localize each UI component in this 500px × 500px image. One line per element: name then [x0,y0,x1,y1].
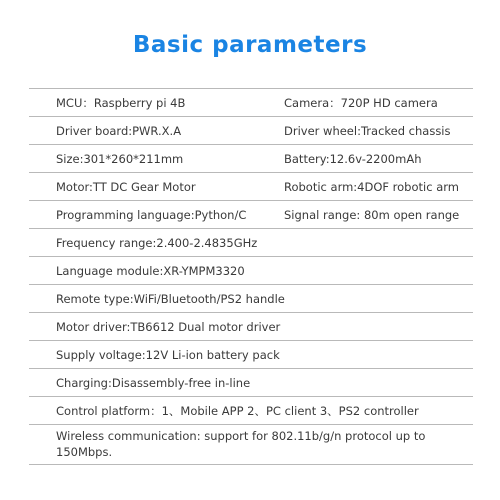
spec-remote-type: Remote type:WiFi/Bluetooth/PS2 handle [56,292,285,306]
spec-row [29,397,473,425]
spec-control-platform: Control platform：1、Mobile APP 2、PC client 3、PS2 controller [56,404,419,418]
spec-row [29,341,473,369]
spec-programming-language: Programming language:Python/C [56,208,247,222]
spec-row [29,201,473,229]
spec-driver-board: Driver board:PWR.X.A [56,124,182,138]
spec-frequency-range: Frequency range:2.400-2.4835GHz [56,236,258,250]
spec-motor-driver: Motor driver:TB6612 Dual motor driver [56,320,281,334]
page-title: Basic parameters [132,32,368,58]
spec-signal-range: Signal range: 80m open range [284,208,460,222]
spec-row [29,117,473,145]
spec-robotic-arm: Robotic arm:4DOF robotic arm [284,180,459,194]
spec-row [29,285,473,313]
spec-battery: Battery:12.6v-2200mAh [284,152,422,166]
spec-camera: Camera：720P HD camera [284,96,438,110]
spec-mcu: MCU：Raspberry pi 4B [56,96,186,110]
spec-size: Size:301*260*211mm [56,152,184,166]
spec-row [29,257,473,285]
spec-motor: Motor:TT DC Gear Motor [56,180,196,194]
spec-charging: Charging:Disassembly-free in-line [56,376,251,390]
spec-driver-wheel: Driver wheel:Tracked chassis [284,124,451,138]
spec-table [29,88,473,465]
spec-row [29,229,473,257]
spec-supply-voltage: Supply voltage:12V Li-ion battery pack [56,348,280,362]
spec-row [29,89,473,117]
spec-language-module: Language module:XR-YMPM3320 [56,264,245,278]
spec-row [29,425,473,465]
spec-wireless-communication: Wireless communication: support for 802.11b/g/n protocol up to 150Mbps. [56,429,426,459]
spec-row [29,145,473,173]
spec-row [29,173,473,201]
spec-row [29,369,473,397]
spec-row [29,313,473,341]
